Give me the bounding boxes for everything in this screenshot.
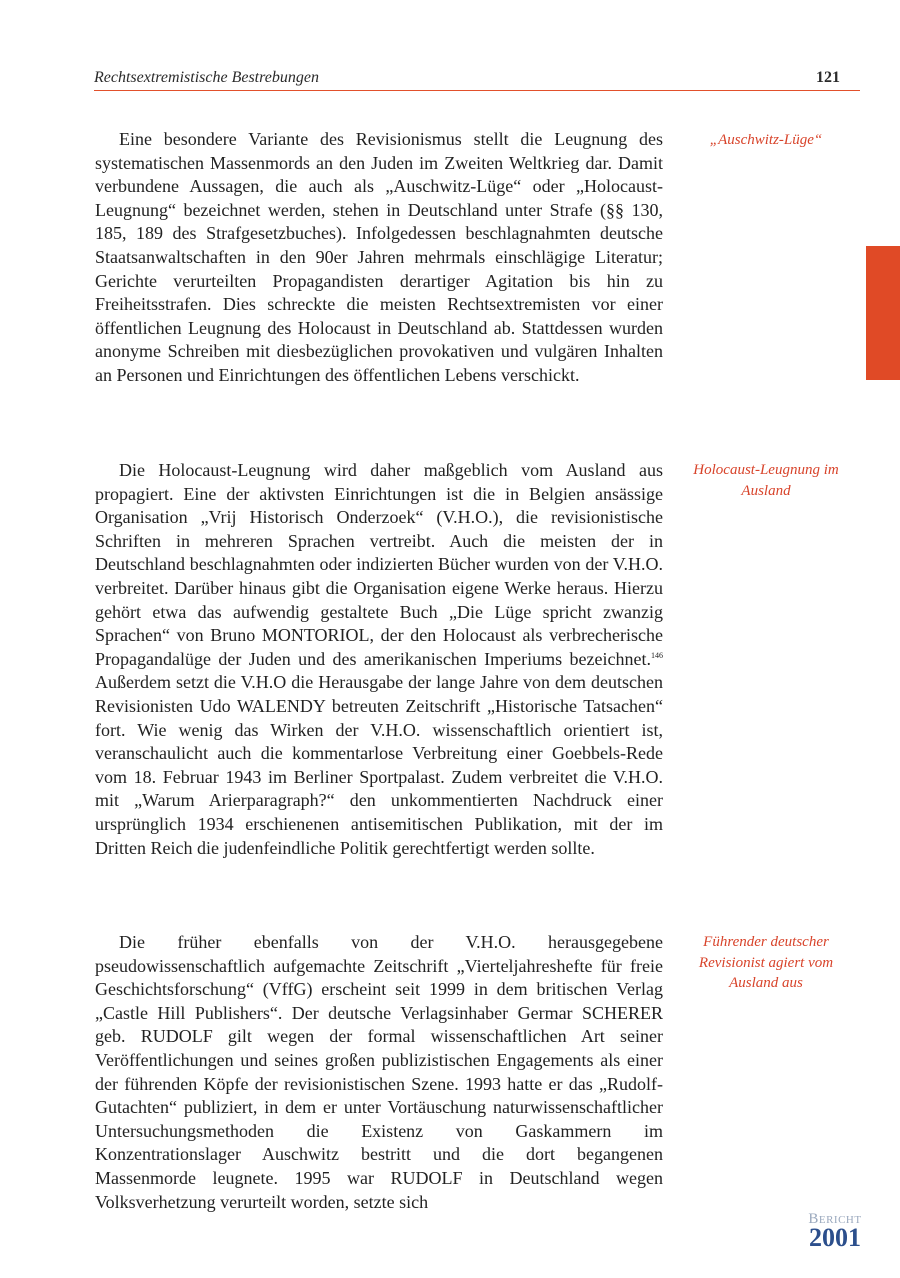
header-title: Rechtsextremistische Bestrebungen: [94, 69, 319, 86]
logo-year: 2001: [809, 1223, 861, 1252]
footnote-ref[interactable]: 146: [651, 650, 663, 660]
running-header: [94, 68, 860, 91]
margin-note-auschwitz-luege: „Auschwitz-Lüge“: [709, 132, 823, 148]
report-logo: [790, 1212, 880, 1251]
chapter-tab-marker: [866, 246, 900, 380]
paragraph-2-text-a: Die Holocaust-Leugnung wird daher maßgeblich vom Ausland aus propagiert. Eine der aktivsten Einrichtungen ist die in Belgien ansässige Organisation „Vrij Historisch Onderzoek“ (V.H.O.), die revisionistische Schriften in mehreren Sprachen vertreibt. Auch die meisten der in Deutschland beschlagnahmten oder indizierten Bücher wurden von der V.H.O. verbreitet. Darüber hinaus gibt die Organisation eigene Werke heraus. Hierzu gehört etwa das aufwendig gestaltete Buch „Die Lüge spricht zwanzig Sprachen“ von Bruno MONTORIOL, der den Holocaust als verbrecherische Propagandalüge der Juden und des amerikanischen Imperiums bezeichnet.: [95, 460, 663, 669]
paragraph-2: [95, 459, 663, 860]
paragraph-2-text-b: Außerdem setzt die V.H.O die Herausgabe der lange Jahre von dem deutschen Revisionisten Udo WALENDY betreuten Zeitschrift „Historische Tatsachen“ fort. Wie wenig das Wirken der V.H.O. wissenschaftlich orientiert ist, veranschaulicht auch die kommentarlose Verbreitung einer Goebbels-Rede vom 18. Februar 1943 im Berliner Sportpalast. Zudem verbreitet die V.H.O. mit „Warum Arierparagraph?“ den unkommentierten Nachdruck einer ursprünglich 1934 erschienenen antisemitischen Publikation, mit der im Dritten Reich die judenfeindliche Politik gerechtfertigt werden sollte.: [95, 672, 663, 858]
logo-word: Bericht: [808, 1211, 862, 1227]
paragraph-1: Eine besondere Variante des Revisionismus stellt die Leugnung des systematischen Massenmords an den Juden im Zweiten Weltkrieg dar. Damit verbundene Aussagen, die auch als „Auschwitz-Lüge“ oder „Holocaust-Leugnung“ bezeichnet werden, stehen in Deutschland unter Strafe (§§ 130, 185, 189 des Strafgesetzbuches). Infolgedessen beschlagnahmten deutsche Staatsanwaltschaften in den 90er Jahren mehrmals einschlägige Literatur; Gerichte verurteilten Propagandisten derartiger Agitation bis hin zu Freiheitsstrafen. Dies schreckte die meisten Rechtsextremisten vor einer öffentlichen Leugnung des Holocaust in Deutschland ab. Stattdessen wurden anonyme Schreiben mit diesbezüglichen provokativen und vulgären Inhalten an Personen und Einrichtungen des öffentlichen Lebens verschickt.: [95, 129, 663, 385]
margin-note-holocaust-leugnung: Holocaust-Leugnung im Ausland: [693, 462, 839, 499]
paragraph-3: Die früher ebenfalls von der V.H.O. herausgegebene pseudowissenschaftlich aufgemachte Zeitschrift „Vierteljahreshefte für freie Geschichtsforschung“ (VffG) erscheint seit 1999 in dem britischen Verlag „Castle Hill Publishers“. Der deutsche Verlagsinhaber Germar SCHERER geb. RUDOLF gilt wegen der formal wissenschaftlichen Art seiner Veröffentlichungen und seines großen publizistischen Engagements als einer der führenden Köpfe der revisionistischen Szene. 1993 hatte er das „Rudolf-Gutachten“ publiziert, in dem er unter Vortäuschung naturwissenschaftlicher Untersuchungsmethoden die Existenz von Gaskammern im Konzentrationslager Auschwitz bestritt und die dort begangenen Massenmorde leugnete. 1995 war RUDOLF in Deutschland wegen Volksverhetzung verurteilt worden, setzte sich: [95, 932, 663, 1212]
page-number: 121: [816, 69, 840, 86]
margin-note-fuehrender-revisionist: Führender deutscher Revisionist agiert vom Ausland aus: [698, 934, 834, 991]
